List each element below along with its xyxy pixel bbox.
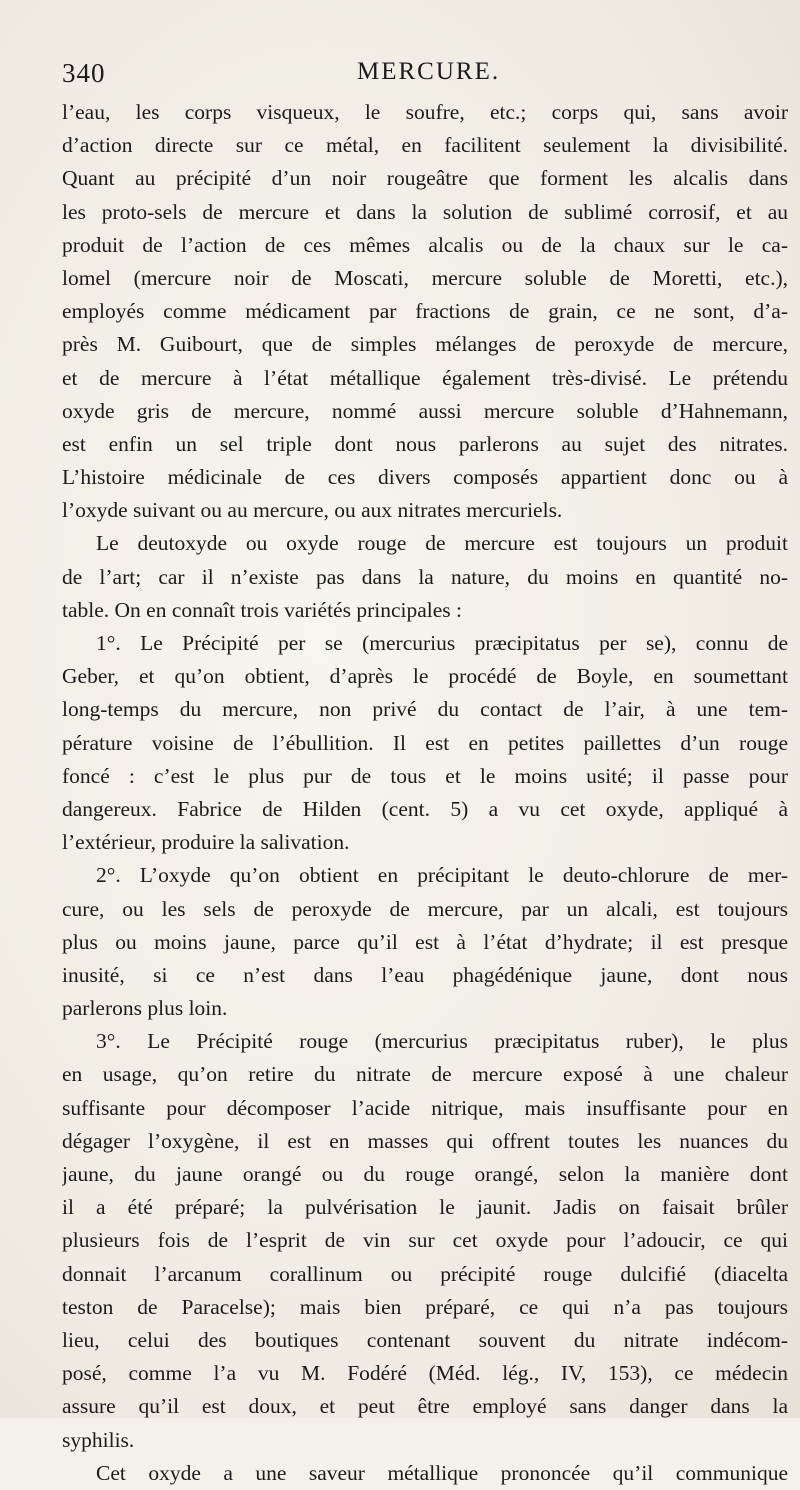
- text-line: est enfin un sel triple dont nous parlerons au sujet des nitrates.: [62, 431, 788, 456]
- text-line: d’action directe sur ce métal, en facilitent seulement la divisibilité.: [62, 133, 788, 158]
- text-line: long-temps du mercure, non privé du contact de l’air, à une tem-: [62, 697, 788, 722]
- text-line: foncé : c’est le plus pur de tous et le moins usité; il passe pour: [62, 763, 788, 788]
- text-line: employés comme médicament par fractions de grain, ce ne sont, d’a-: [62, 299, 788, 324]
- text-line: Cet oxyde a une saveur métallique prononcée qu’il communique: [96, 1460, 788, 1485]
- text-line: lieu, celui des boutiques contenant souvent du nitrate indécom-: [62, 1327, 788, 1352]
- text-line: Geber, et qu’on obtient, d’après le procédé de Boyle, en soumettant: [62, 664, 788, 689]
- body-text: [62, 96, 788, 1490]
- text-line: L’histoire médicinale de ces divers composés appartient donc ou à: [62, 465, 788, 490]
- page-header: [62, 58, 792, 92]
- text-line: l’oxyde suivant ou au mercure, ou aux nitrates mercuriels.: [62, 498, 563, 523]
- text-line: l’eau, les corps visqueux, le soufre, etc.; corps qui, sans avoir: [62, 100, 788, 124]
- text-line: parlerons plus loin.: [62, 996, 228, 1021]
- text-line: dangereux. Fabrice de Hilden (cent. 5) a vu cet oxyde, appliqué à: [62, 796, 788, 821]
- text-line: suffisante pour décomposer l’acide nitrique, mais insuffisante pour en: [62, 1095, 788, 1120]
- text-line: près M. Guibourt, que de simples mélanges de peroxyde de mercure,: [62, 332, 788, 357]
- text-line: teston de Paracelse); mais bien préparé, ce qui n’a pas toujours: [62, 1294, 788, 1319]
- text-line: inusité, si ce n’est dans l’eau phagédénique jaune, dont nous: [62, 962, 788, 987]
- text-line: de l’art; car il n’existe pas dans la nature, du moins en quantité no-: [62, 564, 788, 589]
- text-line: table. On en connaît trois variétés principales :: [62, 597, 463, 622]
- running-title: MERCURE.: [357, 58, 501, 85]
- text-line: jaune, du jaune orangé ou du rouge orangé, selon la manière dont: [62, 1162, 788, 1186]
- text-line: oxyde gris de mercure, nommé aussi mercure soluble d’Hahnemann,: [62, 398, 788, 423]
- text-line: cure, ou les sels de peroxyde de mercure, par un alcali, est toujours: [62, 896, 788, 921]
- text-line: dégager l’oxygène, il est en masses qui offrent toutes les nuances du: [62, 1128, 788, 1153]
- text-line: l’extérieur, produire la salivation.: [62, 830, 350, 855]
- text-line: syphilis.: [62, 1427, 135, 1452]
- text-line: Quant au précipité d’un noir rougeâtre que forment les alcalis dans: [62, 166, 788, 191]
- text-line: plusieurs fois de l’esprit de vin sur cet oxyde pour l’adoucir, ce qui: [62, 1228, 788, 1253]
- text-line: posé, comme l’a vu M. Fodéré (Méd. lég., IV, 153), ce médecin: [62, 1361, 788, 1386]
- text-line: les proto-sels de mercure et dans la solution de sublimé corrosif, et au: [62, 199, 788, 224]
- text-line: 1°. Le Précipité per se (mercurius præcipitatus per se), connu de: [96, 631, 788, 655]
- text-line: plus ou moins jaune, parce qu’il est à l’état d’hydrate; il est presque: [62, 929, 788, 954]
- text-line: et de mercure à l’état métallique également très-divisé. Le prétendu: [62, 365, 788, 390]
- text-line: 3°. Le Précipité rouge (mercurius præcipitatus ruber), le plus: [96, 1029, 788, 1054]
- text-line: il a été préparé; la pulvérisation le jaunit. Jadis on faisait brûler: [62, 1195, 788, 1220]
- text-line: Le deutoxyde ou oxyde rouge de mercure est toujours un produit: [96, 531, 788, 556]
- page-number: 340: [62, 58, 106, 88]
- text-line: pérature voisine de l’ébullition. Il est en petites paillettes d’un rouge: [62, 730, 788, 755]
- text-line: assure qu’il est doux, et peut être employé sans danger dans la: [62, 1394, 788, 1419]
- text-line: lomel (mercure noir de Moscati, mercure soluble de Moretti, etc.),: [62, 265, 788, 290]
- text-line: produit de l’action de ces mêmes alcalis ou de la chaux sur le ca-: [62, 232, 788, 257]
- text-line: donnait l’arcanum corallinum ou précipité rouge dulcifié (diacelta: [62, 1261, 788, 1286]
- text-line: 2°. L’oxyde qu’on obtient en précipitant le deuto-chlorure de mer-: [96, 863, 788, 888]
- text-line: en usage, qu’on retire du nitrate de mercure exposé à une chaleur: [62, 1062, 788, 1087]
